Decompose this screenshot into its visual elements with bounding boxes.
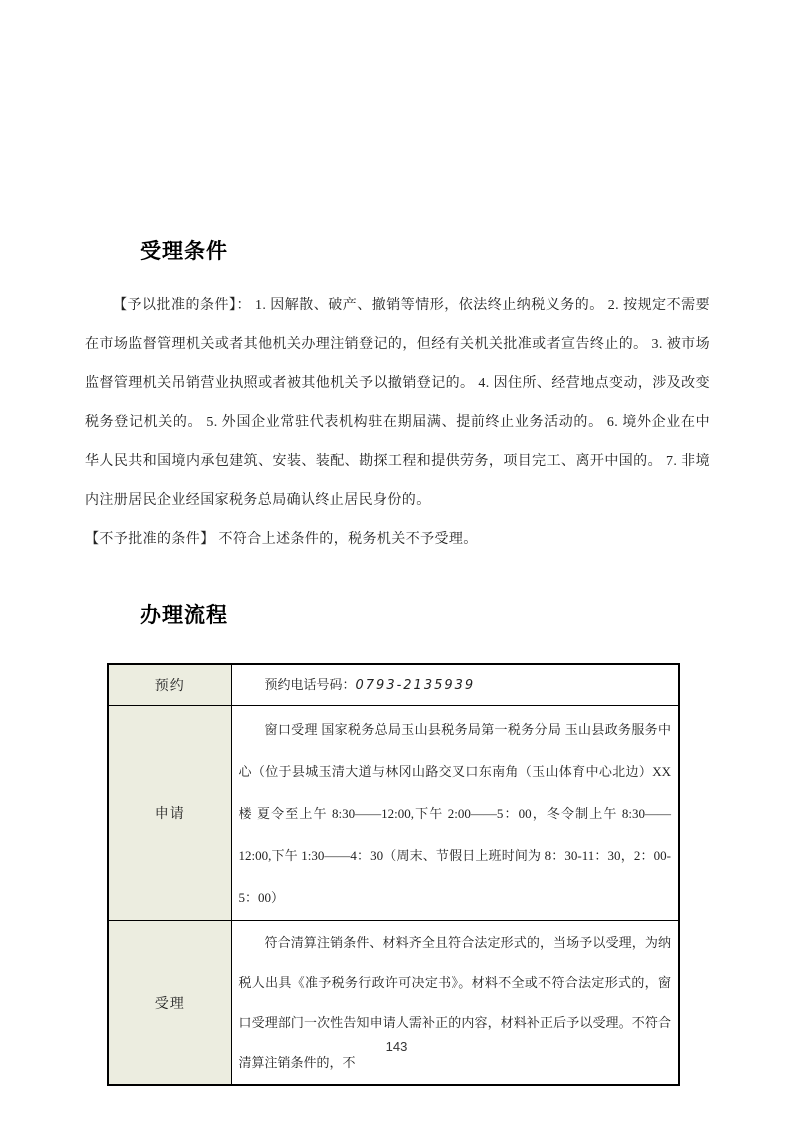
apply-text: 窗口受理 国家税务总局玉山县税务局第一税务分局 玉山县政务服务中心（位于县城玉清大道与林冈山路交叉口东南角（玉山体育中心北边）XX 楼 夏令至上午 8:30——12:00,下午 2:00——5：00，冬令制上午 8:30——12:00,下午 1:30——4：30（周末、节假日上班时间为 8：30-11：30，2：00-5：00） xyxy=(238,722,671,905)
process-table xyxy=(107,663,680,1086)
row-label-accept: 受理 xyxy=(108,921,231,1086)
appointment-text xyxy=(233,666,678,704)
appointment-phone-number: 0793-2135939 xyxy=(355,678,476,693)
appointment-phone-label: 预约电话号码： xyxy=(264,677,356,692)
row-label-apply: 申请 xyxy=(108,706,231,921)
acceptance-approved-paragraph: 【予以批准的条件】： 1. 因解散、破产、撤销等情形，依法终止纳税义务的。 2. 按规定不需要在市场监督管理机关或者其他机关办理注销登记的，但经有关机关批准或者宣告终止的。 3. 被市场监督管理机关吊销营业执照或者被其他机关予以撤销登记的。 4. 因住所、经营地点变动，涉及改变税务登记机关的。 5. 外国企业常驻代表机构驻在期届满、提前终止业务活动的。 6. 境外企业在中华人民共和国境内承包建筑、安装、装配、勘探工程和提供劳务，项目完工、离开中国的。 7. 非境内注册居民企业经国家税务总局确认终止居民身份的。 xyxy=(85,298,710,508)
table-row-accept xyxy=(108,921,679,1086)
section-heading-process: 办理流程 xyxy=(140,603,228,627)
row-content-accept xyxy=(231,921,679,1086)
section-heading-acceptance: 受理条件 xyxy=(140,239,228,263)
acceptance-rejected-paragraph: 【不予批准的条件】 不符合上述条件的，税务机关不予受理。 xyxy=(85,532,478,547)
page-number: 143 xyxy=(385,1039,408,1054)
row-label-appointment: 预约 xyxy=(108,664,231,706)
row-content-apply xyxy=(231,706,679,921)
accept-text: 符合清算注销条件、材料齐全且符合法定形式的，当场予以受理，为纳税人出具《准予税务行政许可决定书》。材料不全或不符合法定形式的，窗口受理部门一次性告知申请人需补正的内容，材料补正后予以受理。不符合清算注销条件的，不 xyxy=(238,935,671,1070)
table-row-apply xyxy=(108,706,679,921)
table-row-appointment xyxy=(108,664,679,706)
row-content-appointment xyxy=(231,664,679,706)
